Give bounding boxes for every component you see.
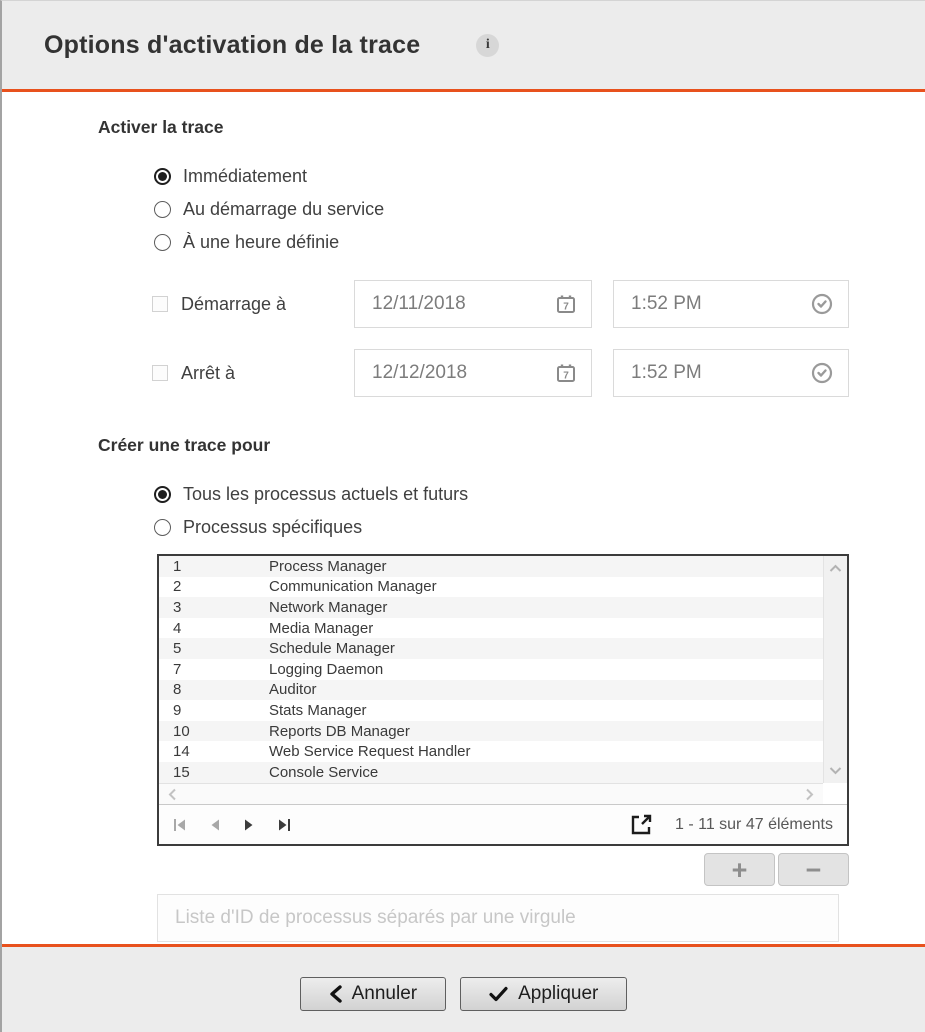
process-row[interactable]: [159, 618, 823, 639]
panel-header: [2, 1, 925, 89]
stop-date-picker[interactable]: [354, 349, 592, 397]
radio-icon[interactable]: [154, 486, 171, 503]
start-at-label-group: [152, 294, 354, 315]
process-name: Schedule Manager: [269, 640, 395, 658]
process-id: 1: [173, 557, 182, 575]
radio-option-label: À une heure définie: [183, 232, 340, 252]
pager-last-icon[interactable]: [277, 818, 291, 832]
schedule-section: [2, 280, 925, 397]
stop-time-picker[interactable]: [613, 349, 849, 397]
process-id: 9: [173, 701, 182, 719]
pager-status: 1 - 11 sur 47 éléments: [674, 815, 833, 833]
panel-footer: [2, 944, 925, 1032]
start-date-picker[interactable]: [354, 280, 592, 328]
process-id: 3: [173, 598, 182, 616]
scroll-left-icon[interactable]: [168, 788, 177, 801]
start-time-picker[interactable]: [613, 280, 849, 328]
radio-icon[interactable]: [154, 201, 171, 218]
process-id: 2: [173, 578, 182, 596]
process-row[interactable]: [159, 659, 823, 680]
page-title: Options d'activation de la trace: [44, 30, 421, 59]
process-list-rows: [159, 556, 823, 783]
scroll-down-icon[interactable]: [829, 766, 842, 775]
process-name: Console Service: [269, 763, 379, 781]
process-row[interactable]: [159, 638, 823, 659]
process-row[interactable]: [159, 762, 823, 783]
process-list-pager: [159, 804, 847, 844]
process-row[interactable]: [159, 597, 823, 618]
radio-icon[interactable]: [154, 234, 171, 251]
stop-at-label-group: [152, 363, 354, 384]
vertical-scrollbar[interactable]: [823, 556, 847, 783]
radio-option-immediately[interactable]: [154, 160, 925, 193]
cancel-button[interactable]: [300, 977, 447, 1011]
section-heading-scope: Créer une trace pour: [98, 435, 271, 455]
radio-icon[interactable]: [154, 168, 171, 185]
stop-time-value[interactable]: 1:52 PM: [631, 362, 702, 383]
export-icon[interactable]: [630, 813, 653, 836]
process-row[interactable]: [159, 700, 823, 721]
process-name: Media Manager: [269, 619, 374, 637]
info-icon[interactable]: i: [476, 34, 499, 57]
start-at-checkbox[interactable]: [152, 296, 168, 312]
process-list: [157, 554, 849, 846]
chevron-left-icon: [329, 985, 342, 1003]
apply-button-label: Appliquer: [518, 983, 599, 1004]
process-ids-input[interactable]: [157, 894, 839, 942]
calendar-icon[interactable]: [555, 362, 577, 384]
process-id: 14: [173, 743, 190, 761]
horizontal-scrollbar[interactable]: [159, 783, 823, 804]
process-id: 8: [173, 681, 182, 699]
process-row[interactable]: [159, 721, 823, 742]
process-name: Stats Manager: [269, 701, 367, 719]
start-at-label: Démarrage à: [181, 293, 287, 314]
footer-actions: [2, 947, 925, 1032]
svg-text:7: 7: [563, 301, 569, 313]
add-remove-toolbar: [157, 853, 849, 886]
radio-option-label: Processus spécifiques: [183, 517, 363, 537]
process-row[interactable]: [159, 556, 823, 577]
cancel-button-label: Annuler: [351, 983, 418, 1004]
check-icon: [489, 986, 508, 1002]
start-time-value[interactable]: 1:52 PM: [631, 293, 702, 314]
radio-option-specific-processes[interactable]: [154, 511, 925, 544]
process-name: Logging Daemon: [269, 660, 384, 678]
add-process-button[interactable]: +: [704, 853, 775, 886]
process-id: 15: [173, 763, 190, 781]
pager-first-icon[interactable]: [173, 818, 187, 832]
pager-next-icon[interactable]: [243, 818, 255, 832]
clock-icon[interactable]: [810, 292, 834, 316]
process-name: Process Manager: [269, 557, 387, 575]
radio-option-label: Tous les processus actuels et futurs: [183, 484, 469, 504]
radio-option-at-defined-time[interactable]: [154, 226, 925, 259]
radio-option-all-processes[interactable]: [154, 478, 925, 511]
radio-option-on-service-start[interactable]: [154, 193, 925, 226]
section-heading-activation: Activer la trace: [98, 117, 224, 137]
process-name: Web Service Request Handler: [269, 743, 471, 761]
radio-option-label: Immédiatement: [183, 166, 308, 186]
pager-previous-icon[interactable]: [209, 818, 221, 832]
scroll-right-icon[interactable]: [805, 788, 814, 801]
remove-process-button[interactable]: −: [778, 853, 849, 886]
radio-icon[interactable]: [154, 519, 171, 536]
process-id: 7: [173, 660, 182, 678]
activation-radio-group: [154, 160, 925, 259]
stop-at-label: Arrêt à: [181, 362, 236, 383]
process-name: Auditor: [269, 681, 317, 699]
process-name: Communication Manager: [269, 578, 437, 596]
start-date-value[interactable]: 12/11/2018: [372, 293, 466, 314]
process-list-body: [159, 556, 847, 783]
process-row[interactable]: [159, 741, 823, 762]
scroll-up-icon[interactable]: [829, 564, 842, 573]
process-id: 10: [173, 722, 190, 740]
clock-icon[interactable]: [810, 361, 834, 385]
radio-option-label: Au démarrage du service: [183, 199, 385, 219]
stop-at-checkbox[interactable]: [152, 365, 168, 381]
stop-date-value[interactable]: 12/12/2018: [372, 362, 468, 383]
apply-button[interactable]: [460, 977, 627, 1011]
process-row[interactable]: [159, 680, 823, 701]
process-name: Reports DB Manager: [269, 722, 410, 740]
start-at-row: [152, 280, 925, 328]
panel-content: [2, 92, 925, 942]
process-id: 4: [173, 619, 182, 637]
calendar-icon[interactable]: [555, 293, 577, 315]
stop-at-row: [152, 349, 925, 397]
process-id: 5: [173, 640, 182, 658]
process-row[interactable]: [159, 577, 823, 598]
process-name: Network Manager: [269, 598, 388, 616]
scope-radio-group: [154, 478, 925, 544]
svg-text:7: 7: [563, 370, 569, 382]
